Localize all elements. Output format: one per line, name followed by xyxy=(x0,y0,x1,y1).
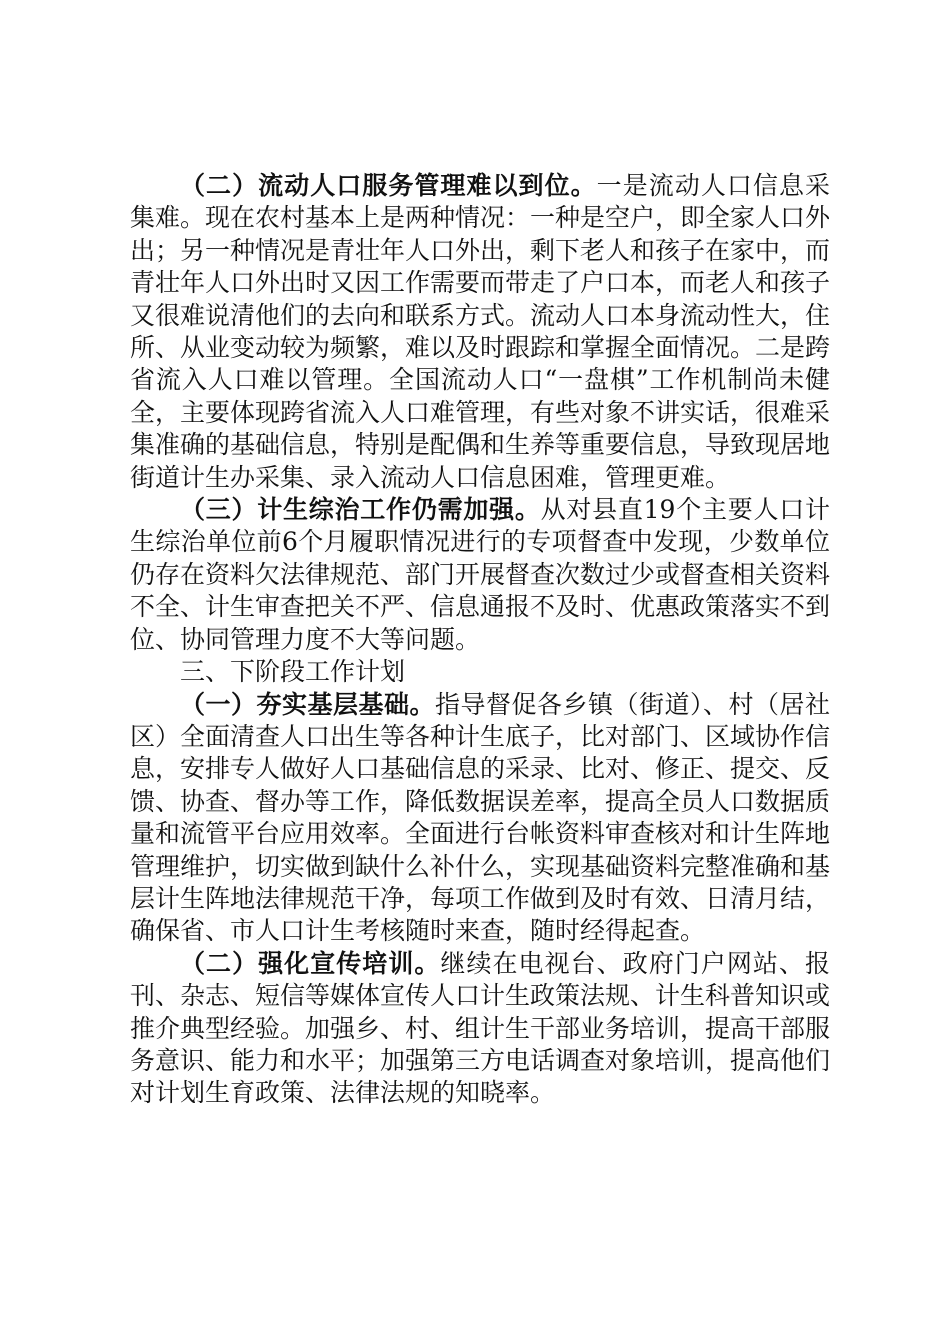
paragraph-body: 指导督促各乡镇（街道）、村（居社区）全面清查人口出生等各种计生底子，比对部门、区域协作信息，安排专人做好人口基础信息的采录、比对、修正、提交、反馈、协查、督办等工作，降低数据误差率，提高全员人口数据质量和流管平台应用效率。全面进行台帐资料审查核对和计生阵地管理维护，切实做到缺什么补什么，实现基础资料完整准确和基层计生阵地法律规范干净，每项工作做到及时有效、日清月结，确保省、市人口计生考核随时来查，随时经得起查。 xyxy=(130,689,831,946)
section-heading: 三、下阶段工作计划 xyxy=(180,657,406,687)
paragraph-lead: （三）计生综治工作仍需加强。 xyxy=(180,495,541,525)
paragraph-comprehensive-governance xyxy=(130,494,830,656)
paragraph-lead: （二）强化宣传培训。 xyxy=(180,948,441,978)
paragraph-grassroots-foundation xyxy=(130,689,830,948)
paragraph-lead: （一）夯实基层基础。 xyxy=(180,689,435,719)
paragraph-publicity-training xyxy=(130,948,830,1110)
document-page xyxy=(130,170,830,1110)
paragraph-lead: （二）流动人口服务管理难以到位。 xyxy=(180,171,597,200)
paragraph-body: 从对县直19个主要人口计生综治单位前6个月履职情况进行的专项督查中发现，少数单位仍存在资料欠法律规范、部门开展督查次数过少或督查相关资料不全、计生审查把关不严、信息通报不及时、优惠政策落实不到位、协同管理力度不大等问题。 xyxy=(130,495,831,654)
paragraph-body: 继续在电视台、政府门户网站、报刊、杂志、短信等媒体宣传人口计生政策法规、计生科普知识或推介典型经验。加强乡、村、组计生干部业务培训，提高干部服务意识、能力和水平；加强第三方电话调查对象培训，提高他们对计划生育政策、法律法规的知晓率。 xyxy=(130,948,831,1108)
paragraph-floating-population xyxy=(130,170,830,494)
paragraph-body: 一是流动人口信息采集难。现在农村基本上是两种情况：一种是空户，即全家人口外出；另一种情况是青壮年人口外出，剩下老人和孩子在家中，而青壮年人口外出时又因工作需要而带走了户口本，而老人和孩子又很难说清他们的去向和联系方式。流动人口本身流动性大，住所、从业变动较为频繁，难以及时跟踪和掌握全面情况。二是跨省流入人口难以管理。全国流动人口“一盘棋”工作机制尚未健全，主要体现跨省流入人口难管理，有些对象不讲实话，很难采集准确的基础信息，特别是配偶和生养等重要信息，导致现居地街道计生办采集、录入流动人口信息困难，管理更难。 xyxy=(130,171,831,492)
